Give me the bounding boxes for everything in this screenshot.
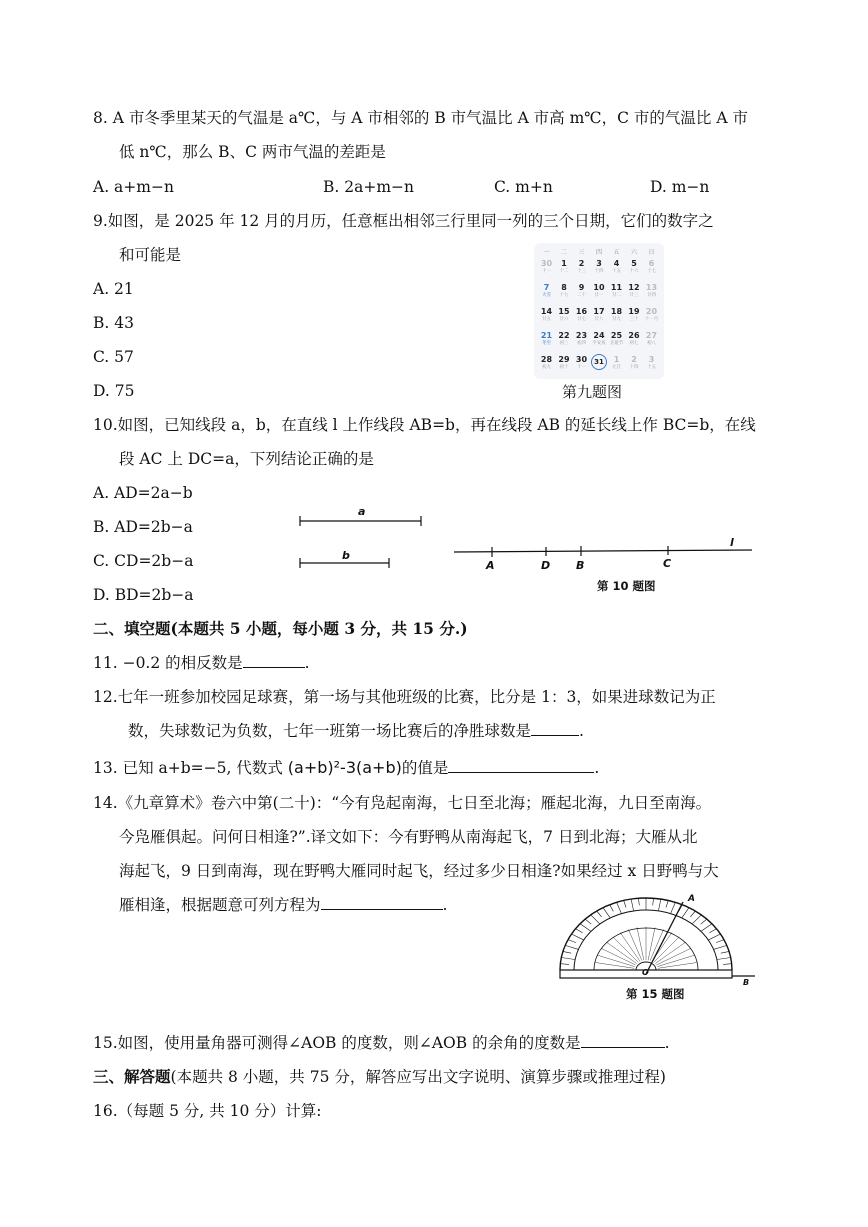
q13-end: . xyxy=(594,759,600,777)
calendar-day-cell xyxy=(538,331,555,355)
section2-note: (本题共 5 小题，每小题 3 分，共 15 分.) xyxy=(170,619,468,638)
calendar-day-number: 11 xyxy=(610,283,623,292)
calendar-day-number: 12 xyxy=(628,283,640,292)
protractor-tick xyxy=(723,964,732,965)
calendar-lunar-label: 廿五 xyxy=(542,317,551,322)
label-point-a: A xyxy=(486,559,495,572)
protractor-tick xyxy=(653,898,654,905)
q8-option-c: C. m+n xyxy=(494,178,553,196)
calendar-day-cell xyxy=(556,307,573,331)
section2-title: 二、填空题 xyxy=(93,619,171,638)
calendar-week-row xyxy=(538,355,660,379)
calendar-lunar-label: 十五 xyxy=(612,269,621,274)
calendar-day-number: 22 xyxy=(558,331,570,340)
calendar-day-cell xyxy=(608,331,625,355)
calendar-day-cell xyxy=(591,307,608,331)
protractor-spoke xyxy=(656,948,690,965)
calendar-week-row xyxy=(538,331,660,355)
section3-note: (本题共 8 小题，共 75 分，解答应写出文字说明、演算步骤或推理过程) xyxy=(170,1068,666,1086)
calendar-day-number: 31 xyxy=(591,354,607,370)
calendar-lunar-label: 十九 xyxy=(559,293,569,298)
calendar-lunar-label: 三十 xyxy=(629,317,639,322)
calendar-lunar-label: 十三 xyxy=(577,269,586,274)
q9-option-b: B. 43 xyxy=(93,314,134,332)
calendar-day-number: 15 xyxy=(558,307,570,316)
calendar-figure xyxy=(534,243,664,379)
protractor-spoke xyxy=(595,963,634,969)
protractor-spoke xyxy=(637,928,644,961)
q10-stem-line1: 10.如图，已知线段 a，b，在直线 l 上作线段 AB=b，再在线段 AB 的延长线上作 BC=b，在线 xyxy=(93,416,756,434)
calendar-weekday: 六 xyxy=(630,249,637,256)
calendar-lunar-label: 初七 xyxy=(629,341,639,346)
calendar-day-cell xyxy=(573,283,590,307)
protractor-figure xyxy=(550,892,764,992)
q13-pre: 13. 已知 a+b=−5, 代数式 xyxy=(93,759,288,777)
calendar-lunar-label: 初四 xyxy=(577,341,586,346)
calendar-day-cell xyxy=(626,259,643,283)
calendar-lunar-label: 廿二 xyxy=(612,293,621,298)
calendar-day-number: 2 xyxy=(578,259,585,268)
q15-text: 15.如图，使用量角器可测得∠AOB 的度数，则∠AOB 的余角的度数是 xyxy=(93,1034,581,1052)
calendar-day-cell xyxy=(643,355,660,379)
calendar-lunar-label: 初三 xyxy=(559,341,569,346)
calendar-day-number: 6 xyxy=(648,259,655,268)
calendar-day-cell xyxy=(538,283,555,307)
q11-text: 11. −0.2 的相反数是 xyxy=(93,654,243,672)
q12-text: 数，失球数记为负数，七年一班第一场比赛后的净胜球数是 xyxy=(128,722,532,740)
protractor-tick xyxy=(701,924,712,931)
calendar-day-cell xyxy=(573,331,590,355)
q14-line3: 海起飞，9 日到南海，现在野鸭大雁同时起飞，经过多少日相逢?如果经过 x 日野鸭与大 xyxy=(119,862,719,880)
q14-answer-blank[interactable] xyxy=(321,895,443,910)
q12-line1: 12.七年一班参加校园足球赛，第一场与其他班级的比赛，比分是 1：3，如果进球数记为正 xyxy=(93,688,716,706)
protractor-tick xyxy=(721,951,729,953)
q10-option-d: D. BD=2b−a xyxy=(93,586,194,604)
calendar-lunar-label: 初八 xyxy=(647,341,656,346)
q16: 16.（每题 5 分, 共 10 分）计算: xyxy=(93,1102,322,1120)
calendar-day-cell xyxy=(591,355,608,379)
calendar-day-cell xyxy=(538,355,555,379)
q14-line4-wrap xyxy=(119,894,447,916)
protractor-tick xyxy=(563,951,571,953)
q8-option-b: B. 2a+m−n xyxy=(323,178,415,196)
calendar-lunar-label: 初十 xyxy=(559,365,569,370)
calendar-weekday: 五 xyxy=(613,249,620,256)
q10-option-b: B. AD=2b−a xyxy=(93,518,193,536)
calendar-day-cell xyxy=(643,331,660,355)
calendar-week-row xyxy=(538,283,660,307)
calendar-lunar-label: 初九 xyxy=(542,365,551,370)
calendar-day-number: 25 xyxy=(610,331,623,340)
calendar-lunar-label: 廿八 xyxy=(594,317,604,322)
calendar-day-cell xyxy=(573,307,590,331)
calendar-day-number: 19 xyxy=(628,307,640,316)
protractor-tick xyxy=(671,902,676,913)
label-point-d: D xyxy=(541,559,551,572)
calendar-lunar-label: 十二 xyxy=(559,269,569,274)
calendar-lunar-label: 廿七 xyxy=(577,317,586,322)
protractor-tick xyxy=(568,940,576,943)
calendar-weekday: 一 xyxy=(543,249,550,256)
protractor-tick xyxy=(585,919,591,924)
calendar-day-cell xyxy=(608,283,625,307)
calendar-lunar-label: 廿一 xyxy=(594,293,604,298)
protractor-tick xyxy=(603,908,610,918)
q12-answer-blank[interactable] xyxy=(531,721,579,736)
section2-heading xyxy=(93,618,468,640)
calendar-lunar-label: 平安夜 xyxy=(592,341,606,346)
calendar-lunar-label: 十四 xyxy=(629,365,639,370)
calendar-lunar-label: 圣诞节 xyxy=(609,341,624,346)
calendar-day-number: 1 xyxy=(613,355,620,364)
calendar-day-cell xyxy=(573,259,590,283)
calendar-weekday: 四 xyxy=(595,249,602,256)
calendar-day-cell xyxy=(538,259,555,283)
calendar-day-cell xyxy=(608,259,625,283)
protractor-spoke xyxy=(658,963,697,969)
ray-oa xyxy=(646,902,683,974)
calendar-day-number: 7 xyxy=(543,283,550,292)
q8-option-a: A. a+m−n xyxy=(93,178,174,196)
protractor-tick xyxy=(709,929,716,933)
calendar-day-number: 24 xyxy=(593,331,605,340)
calendar-lunar-label: 十一 xyxy=(577,365,586,370)
protractor-tick xyxy=(560,964,569,965)
calendar-day-cell xyxy=(591,283,608,307)
calendar-weekday: 三 xyxy=(578,249,585,256)
calendar-day-number: 18 xyxy=(610,307,623,316)
label-point-c: C xyxy=(663,557,672,570)
protractor-spoke xyxy=(648,928,655,961)
protractor-tick xyxy=(597,911,602,917)
protractor-tick xyxy=(717,958,731,960)
q9-option-a: A. 21 xyxy=(93,280,134,298)
q12-end: . xyxy=(579,722,584,740)
calendar-day-cell xyxy=(626,331,643,355)
q15-answer-blank[interactable] xyxy=(581,1033,665,1048)
calendar-weekday: 二 xyxy=(560,249,567,256)
q9-stem-line1: 9.如图，是 2025 年 12 月的月历，任意框出相邻三行里同一列的三个日期，它们的数字之 xyxy=(93,212,714,230)
protractor-tick xyxy=(576,929,583,933)
calendar-grid xyxy=(538,247,660,379)
protractor-tick xyxy=(591,915,600,924)
q14-line4: 雁相逢，根据题意可列方程为 xyxy=(119,896,321,914)
calendar-day-number: 30 xyxy=(540,259,553,268)
calendar-lunar-label: 十七 xyxy=(647,269,656,274)
calendar-day-number: 28 xyxy=(540,355,553,364)
calendar-day-cell xyxy=(626,355,643,379)
calendar-day-cell xyxy=(643,307,660,331)
q13-answer-blank[interactable] xyxy=(448,758,594,773)
calendar-day-cell xyxy=(608,307,625,331)
calendar-day-number: 3 xyxy=(648,355,655,364)
protractor-tick xyxy=(565,945,578,949)
protractor-tick xyxy=(580,924,591,931)
label-a: a xyxy=(358,505,366,518)
calendar-day-number: 29 xyxy=(558,355,570,364)
calendar-lunar-label: 十一 xyxy=(542,269,551,274)
calendar-week-row xyxy=(538,259,660,283)
calendar-day-cell xyxy=(608,355,625,379)
calendar-lunar-label: 冬至 xyxy=(542,341,551,346)
protractor-tick xyxy=(561,958,575,960)
calendar-lunar-label: 廿六 xyxy=(559,317,569,322)
calendar-day-number: 21 xyxy=(540,331,553,340)
calendar-day-cell xyxy=(556,259,573,283)
calendar-day-number: 17 xyxy=(593,307,605,316)
calendar-lunar-label: 十四 xyxy=(594,269,604,274)
calendar-day-number: 9 xyxy=(578,283,585,292)
protractor-tick xyxy=(714,945,727,949)
q14-line1: 14.《九章算术》卷六中第(二十)：“今有凫起南海，七日至北海；雁起北海，九日至南海。 xyxy=(93,794,712,812)
calendar-lunar-label: 元旦 xyxy=(612,365,621,370)
q8-stem-line2: 低 n℃，那么 B、C 两市气温的差距是 xyxy=(119,143,386,161)
q9-option-d: D. 75 xyxy=(93,382,135,400)
q9-stem-line2: 和可能是 xyxy=(119,246,182,264)
q13-post: 的值是 xyxy=(401,759,449,777)
protractor-label-b: B xyxy=(743,978,750,987)
calendar-day-cell xyxy=(556,355,573,379)
protractor-spoke xyxy=(601,948,635,965)
calendar-day-number: 26 xyxy=(628,331,640,340)
calendar-day-number: 23 xyxy=(575,331,588,340)
protractor-tick xyxy=(610,905,614,912)
protractor-tick xyxy=(639,898,640,905)
protractor-tick xyxy=(690,911,695,917)
q15-end: . xyxy=(664,1034,670,1052)
calendar-day-number: 16 xyxy=(575,307,588,316)
protractor-tick xyxy=(617,902,622,913)
protractor-spoke xyxy=(628,929,642,960)
section3-heading xyxy=(93,1066,666,1088)
q12-line2 xyxy=(128,720,584,742)
calendar-day-number: 10 xyxy=(593,283,605,292)
calendar-day-cell xyxy=(556,331,573,355)
calendar-day-cell xyxy=(556,283,573,307)
protractor-spoke xyxy=(657,955,694,966)
calendar-day-number: 20 xyxy=(645,307,658,316)
q8-option-d: D. m−n xyxy=(650,178,710,196)
calendar-day-number: 3 xyxy=(596,259,602,268)
protractor-tick xyxy=(692,915,701,924)
calendar-day-cell xyxy=(591,259,608,283)
calendar-day-number: 27 xyxy=(645,331,658,340)
protractor-tick xyxy=(701,919,707,924)
q10-stem-line2: 段 AC 上 DC=a，下列结论正确的是 xyxy=(119,450,374,468)
calendar-lunar-label: 廿四 xyxy=(647,293,656,298)
protractor-label-a: A xyxy=(688,894,695,904)
calendar-day-number: 4 xyxy=(613,259,620,268)
q11-answer-blank[interactable] xyxy=(243,653,305,668)
calendar-lunar-label: 大雪 xyxy=(542,293,551,298)
q15-figure-caption: 第 15 题图 xyxy=(626,987,685,1001)
label-point-b: B xyxy=(576,559,585,572)
protractor-tick xyxy=(666,901,668,908)
q9-figure-caption: 第九题图 xyxy=(562,383,623,401)
calendar-lunar-label: 十五 xyxy=(647,365,656,370)
calendar-weekday-header xyxy=(538,247,660,259)
label-line-l: l xyxy=(730,536,734,549)
calendar-day-number: 14 xyxy=(540,307,553,316)
q10-option-a: A. AD=2a−b xyxy=(93,484,193,502)
calendar-lunar-label: 十六 xyxy=(629,269,639,274)
calendar-day-cell xyxy=(573,355,590,379)
q10-option-c: C. CD=2b−a xyxy=(93,552,194,570)
q15 xyxy=(93,1032,670,1054)
calendar-day-cell xyxy=(626,307,643,331)
section3-title: 三、解答题 xyxy=(93,1067,171,1086)
calendar-day-number: 30 xyxy=(575,355,588,364)
calendar-day-cell xyxy=(626,283,643,307)
label-b: b xyxy=(342,549,350,562)
protractor-tick xyxy=(709,934,721,940)
protractor-tick xyxy=(659,899,661,910)
line-l xyxy=(454,550,752,552)
calendar-day-number: 2 xyxy=(631,355,637,364)
calendar-lunar-label: 十一月 xyxy=(644,317,659,322)
calendar-lunar-label: 二十 xyxy=(577,293,586,298)
calendar-lunar-label: 廿三 xyxy=(629,293,639,298)
protractor-spoke xyxy=(598,955,635,966)
calendar-week-row xyxy=(538,307,660,331)
q14-end: . xyxy=(442,896,448,914)
q11-end: . xyxy=(304,654,310,672)
q8-stem-line1: 8. A 市冬季里某天的气温是 a℃，与 A 市相邻的 B 市气温比 A 市高 m℃，C 市的气温比 A 市 xyxy=(93,109,748,127)
calendar-weekday: 日 xyxy=(648,249,655,256)
protractor-tick xyxy=(682,908,689,918)
calendar-day-cell xyxy=(643,259,660,283)
protractor-tick xyxy=(631,899,633,910)
calendar-lunar-label: 廿九 xyxy=(612,317,621,322)
protractor-spoke xyxy=(613,937,639,962)
protractor-spoke xyxy=(654,937,680,962)
calendar-day-cell xyxy=(538,307,555,331)
protractor-tick xyxy=(624,901,626,908)
q10-figure-caption: 第 10 题图 xyxy=(597,579,656,593)
calendar-day-cell xyxy=(591,331,608,355)
protractor-label-o: O xyxy=(642,968,649,977)
q9-option-c: C. 57 xyxy=(93,348,134,366)
q13-formula: (a+b)²-3(a+b) xyxy=(287,758,402,777)
q14-line2: 今凫雁俱起。问何日相逢?”.译文如下：今有野鸭从南海起飞，7 日到北海；大雁从北 xyxy=(119,828,698,846)
protractor-ticks xyxy=(560,898,732,970)
calendar-day-number: 13 xyxy=(645,283,658,292)
calendar-day-cell xyxy=(643,283,660,307)
q13 xyxy=(93,757,599,779)
calendar-day-number: 5 xyxy=(631,259,637,268)
calendar-day-number: 1 xyxy=(561,259,567,268)
protractor-tick xyxy=(716,940,724,943)
calendar-day-number: 8 xyxy=(561,283,567,292)
q11 xyxy=(93,652,310,674)
protractor-tick xyxy=(572,934,584,940)
